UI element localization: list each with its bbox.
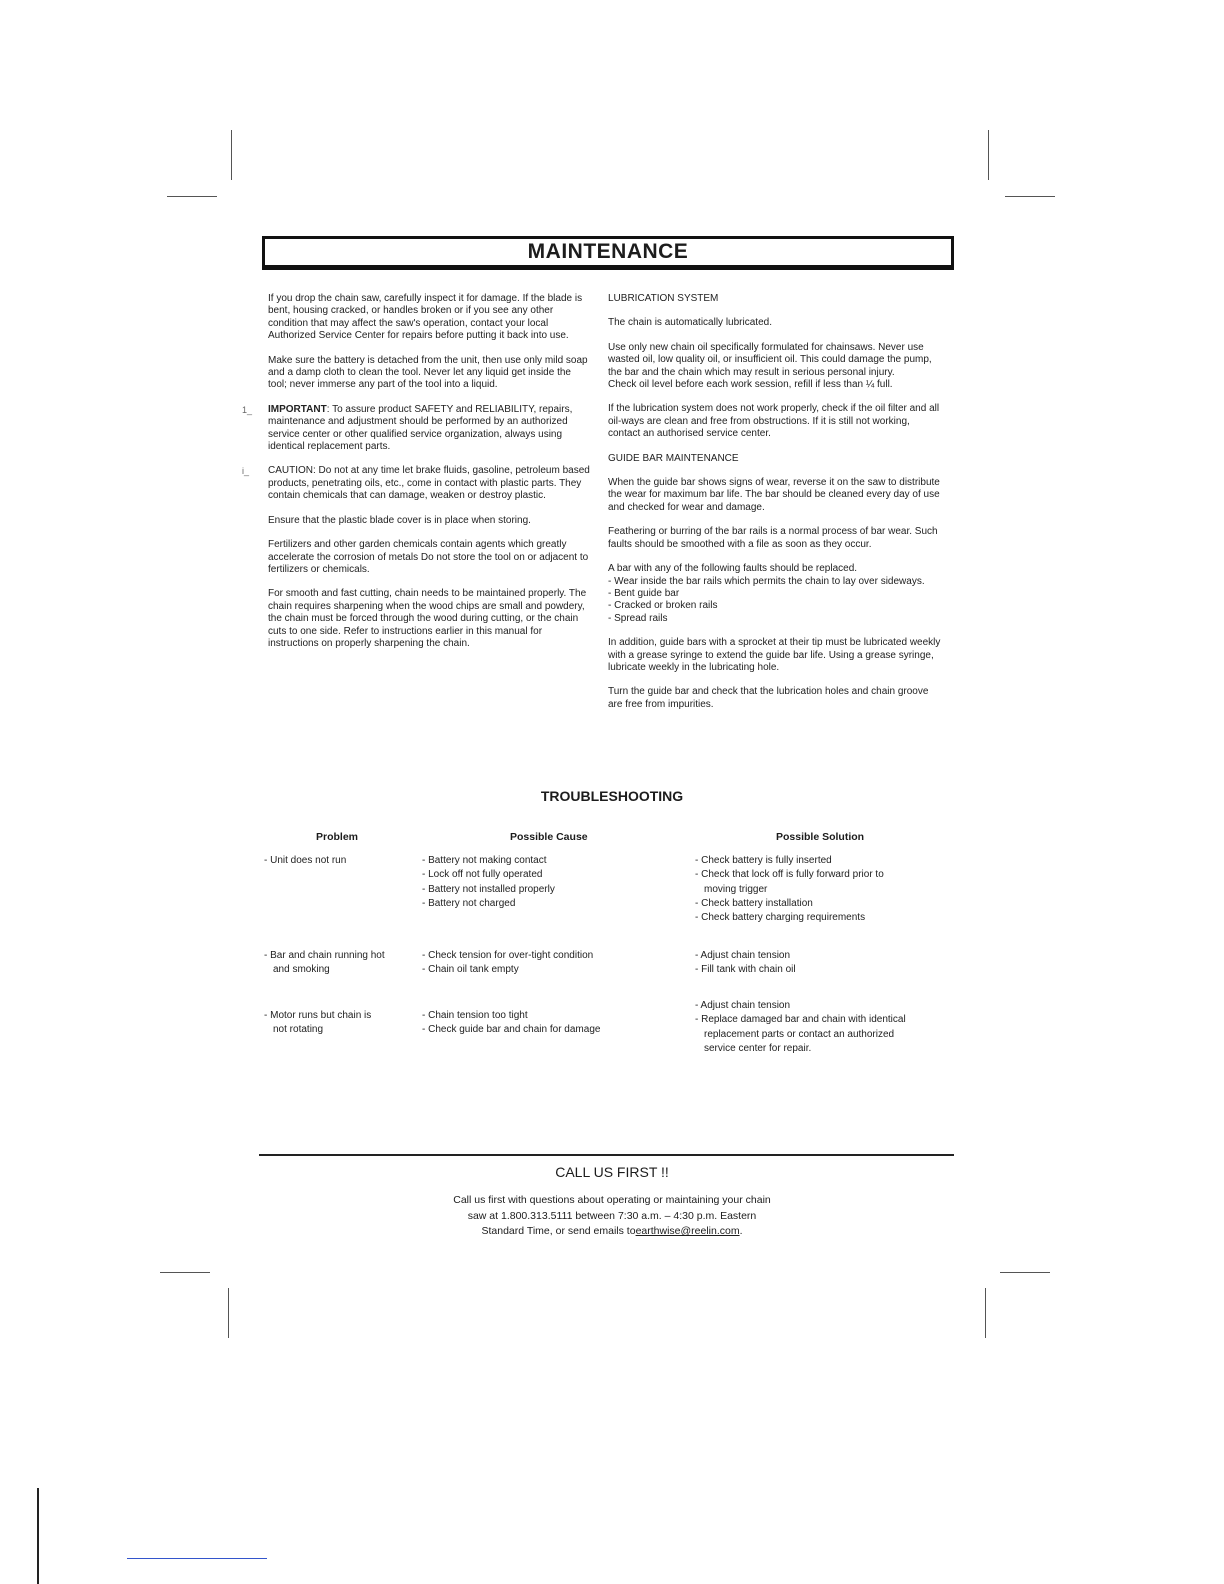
footer-line-1: Call us first with questions about operating or maintaining your chain [453,1194,771,1206]
page-edge-line [37,1488,39,1584]
crop-mark [231,130,232,180]
header-cause: Possible Cause [510,831,588,843]
cell-line: - Check battery charging requirements [695,912,866,924]
cell-line: service center for repair. [704,1042,812,1054]
paragraph-sharpening: For smooth and fast cutting, chain needs to be maintained properly. The chain requires sharpening when the wood chips are small and powdery, the chain must be forced through the wood during cutting, or the chain cuts to one side. Refer to instructions earlier in this manual for instructions on properly sharpening the chain. [268,588,587,649]
header-problem: Problem [316,831,359,843]
oil-check: Check oil level before each work session, refill if less than ¼ full. [608,379,893,391]
footer-title: CALL US FIRST !! [555,1164,669,1180]
footer-line-3-suffix: . [739,1225,743,1237]
table-row-1-solution [695,854,884,925]
list-item: - Wear inside the bar rails which permits the chain to lay over sideways. [608,575,925,587]
note-marker-icon: i_ [242,466,250,477]
paragraph-drop-inspect: If you drop the chain saw, carefully inspect it for damage. If the blade is bent, housing cracked, or handles broken or if you see any other condition that may affect the saw's operation, contact your local Authorized Service Center for repairs before putting it back into use. [268,293,583,342]
footer-contact-text [412,1193,812,1240]
crop-mark [1000,1272,1050,1273]
cell-line: - Replace damaged bar and chain with identical [695,1014,906,1026]
list-item: - Cracked or broken rails [608,600,718,612]
table-row-2-problem [264,949,385,978]
caution-text: CAUTION: Do not at any time let brake fluids, gasoline, petroleum based products, penetrating oils, etc., come in contact with plastic parts. They contain chemicals that can damage, weaken or destroy plastic. [268,465,590,502]
footer-divider [259,1154,954,1156]
crop-mark [167,196,217,197]
cell-line: - Battery not making contact [422,855,547,866]
troubleshooting-title: TROUBLESHOOTING [540,788,684,804]
cell-line: - Battery not charged [422,897,516,909]
lubrication-heading: LUBRICATION SYSTEM [608,293,719,304]
important-note [242,403,590,454]
cell-line: not rotating [273,1024,324,1036]
page-title: MAINTENANCE [527,240,689,263]
paragraph-blade-cover: Ensure that the plastic blade cover is in place when storing. [268,514,531,526]
replace-intro: A bar with any of the following faults should be replaced. [608,563,858,575]
cell-line: - Check battery installation [695,897,813,909]
feathering: Feathering or burring of the bar rails is a normal process of bar wear. Such faults should be smoothed with a file as soon as they occur. [608,526,938,550]
guide-bar-wear: When the guide bar shows signs of wear, reverse it on the saw to distribute the wear for maximum bar life. The bar should be cleaned every day of use and checked for wear and damage. [608,477,940,513]
paragraph-fertilizers: Fertilizers and other garden chemicals contain agents which greatly accelerate the corrosion of metals Do not store the tool on or adjacent to fertilizers or chemicals. [268,539,589,575]
email-link[interactable]: earthwise@reelin.com [635,1225,740,1237]
cell-line: - Adjust chain tension [695,950,791,961]
table-row-2-solution [695,949,796,978]
paragraph-cleaning: Make sure the battery is detached from the unit, then use only mild soap and a damp cloth to clean the tool. Never let any liquid get inside the tool; never immerse any part of the tool into a liquid. [268,354,588,391]
table-row-2-cause [422,949,593,978]
cell-line: - Adjust chain tension [695,1000,791,1011]
cell-line: replacement parts or contact an authorized [704,1028,895,1040]
replace-block [608,563,944,625]
cell-line: - Battery not installed properly [422,883,555,895]
maintenance-right-column [608,293,944,723]
list-item: - Bent guide bar [608,587,680,599]
table-row-3-cause [422,1009,600,1038]
crop-mark [1005,196,1055,197]
cell-line: moving trigger [704,883,768,895]
cell-line: - Unit does not run [264,855,347,866]
cell-line: - Check battery is fully inserted [695,855,832,866]
note-marker-icon: 1_ [242,404,253,415]
cell-line: - Check tension for over-tight condition [422,950,594,961]
table-row-3-problem [264,1009,371,1038]
table-row-1-cause [422,854,555,911]
table-row-3-solution [695,999,906,1056]
crop-mark [160,1272,210,1273]
sprocket: In addition, guide bars with a sprocket at their tip must be lubricated weekly with a grease syringe to extend the guide bar life. Using a grease syringe, lubricate weekly in the lubricating hole. [608,637,941,673]
important-text: : To assure product SAFETY and RELIABILITY, repairs, maintenance and adjustment should be performed by an authorized service center or other qualified service organization, always using identical replacement parts. [268,403,573,453]
header-solution: Possible Solution [776,831,865,843]
footer-line-2: saw at 1.800.313.5111 between 7:30 a.m. – 4:30 p.m. Eastern [467,1209,757,1222]
cell-line: - Check that lock off is fully forward prior to [695,869,884,881]
footer-line-3-prefix: Standard Time, or send emails to [481,1225,636,1237]
list-item: - Spread rails [608,612,668,624]
footer-line-3 [412,1224,812,1240]
maintenance-left-column [242,293,590,662]
cell-line: - Lock off not fully operated [422,869,543,881]
lubrication-fault: If the lubrication system does not work properly, check if the oil filter and all oil-ways are clean and free from obstructions. If it is still not working, contact an authorised service center. [608,403,940,440]
lubrication-auto: The chain is automatically lubricated. [608,317,772,329]
important-label: IMPORTANT [268,403,327,415]
replace-faults-list [608,576,944,626]
maintenance-title-box [262,236,954,270]
cell-line: - Chain oil tank empty [422,964,519,976]
cell-line: - Check guide bar and chain for damage [422,1024,601,1036]
cell-line: - Motor runs but chain is [264,1010,372,1021]
guide-bar-heading: GUIDE BAR MAINTENANCE [608,452,739,464]
cell-line: - Chain tension too tight [422,1010,528,1021]
crop-mark [988,130,989,180]
cell-line: and smoking [273,964,330,976]
cell-line: - Bar and chain running hot [264,950,385,961]
caution-note [242,465,590,502]
oil-use: Use only new chain oil specifically formulated for chainsaws. Never use wasted oil, low quality oil, or insufficient oil. This could damage the pump, the bar and the chain which may result in serious personal injury. [608,341,932,378]
bottom-link-line [127,1558,267,1559]
turn-bar: Turn the guide bar and check that the lubrication holes and chain groove are free from impurities. [608,686,929,710]
cell-line: - Fill tank with chain oil [695,964,796,976]
table-row-1-problem [264,854,346,868]
crop-mark [228,1288,229,1338]
crop-mark [985,1288,986,1338]
